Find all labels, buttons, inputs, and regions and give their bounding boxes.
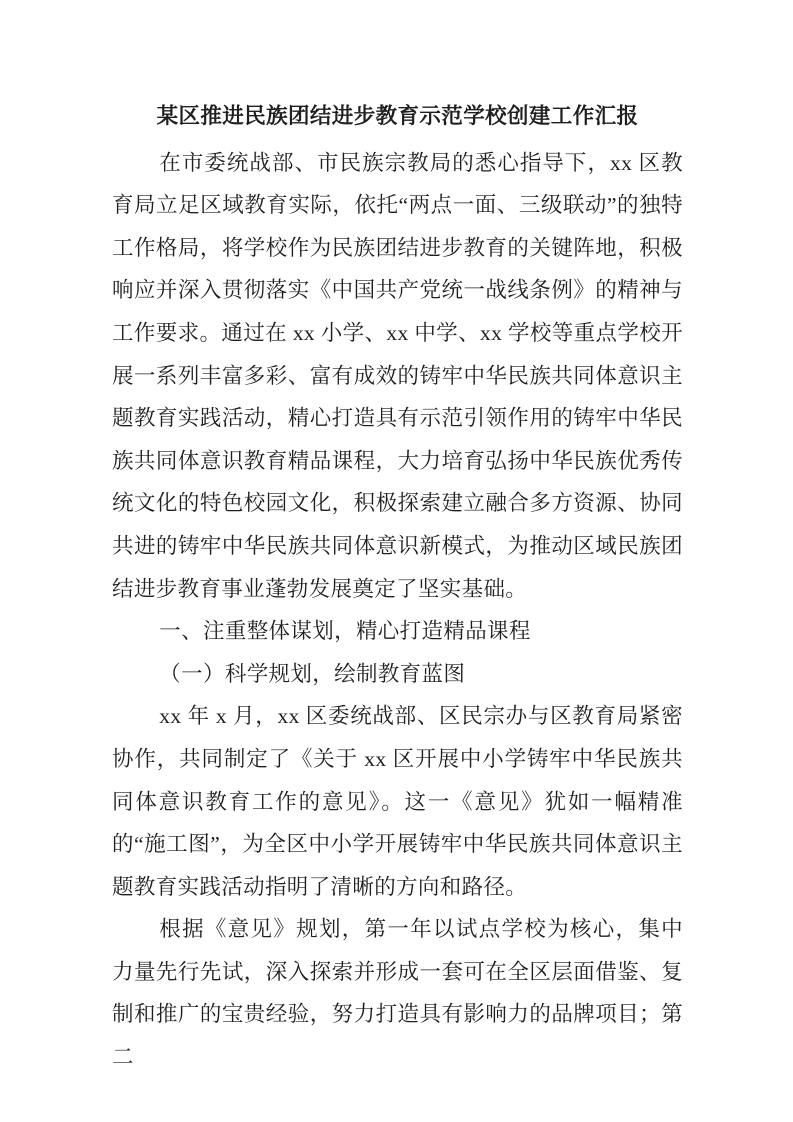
heading-subsection-one-one: （一）科学规划，绘制教育蓝图	[159, 661, 466, 686]
heading-section-one: 一、注重整体谋划，精心打造精品课程	[159, 619, 531, 644]
paragraph-yearly-plan: 根据《意见》规划，第一年以试点学校为核心，集中力量先行先试，深入探索并形成一套可在全区层面借鉴、复制和推广的宝贵经验，努力打造具有影响力的品牌项目；第二	[112, 917, 683, 1070]
paragraph-opinion-document: xx 年 x 月，xx 区委统战部、区民宗办与区教育局紧密协作，共同制定了《关于 xx 区开展中小学铸牢中华民族共同体意识教育工作的意见》。这一《意见》犹如一幅精准的“施工图”，为全区中小学开展铸牢中华民族共同体意识主题教育实践活动指明了清晰的方向和路径。	[112, 704, 683, 899]
paragraph-introduction: 在市委统战部、市民族宗教局的悉心指导下，xx 区教育局立足区域教育实际，依托“两点一面、三级联动”的独特工作格局，将学校作为民族团结进步教育的关键阵地，积极响应并深入贯彻落实《中国共产党统一战线条例》的精神与工作要求。通过在 xx 小学、xx 中学、xx 学校等重点学校开展一系列丰富多彩、富有成效的铸牢中华民族共同体意识主题教育实践活动，精心打造具有示范引领作用的铸牢中华民族共同体意识教育精品课程，大力培育弘扬中华民族优秀传统文化的特色校园文化，积极探索建立融合多方资源、协同共进的铸牢中华民族共同体意识新模式，为推动区域民族团结进步教育事业蓬勃发展奠定了坚实基础。	[112, 150, 683, 601]
document-title: 某区推进民族团结进步教育示范学校创建工作汇报	[156, 104, 639, 128]
